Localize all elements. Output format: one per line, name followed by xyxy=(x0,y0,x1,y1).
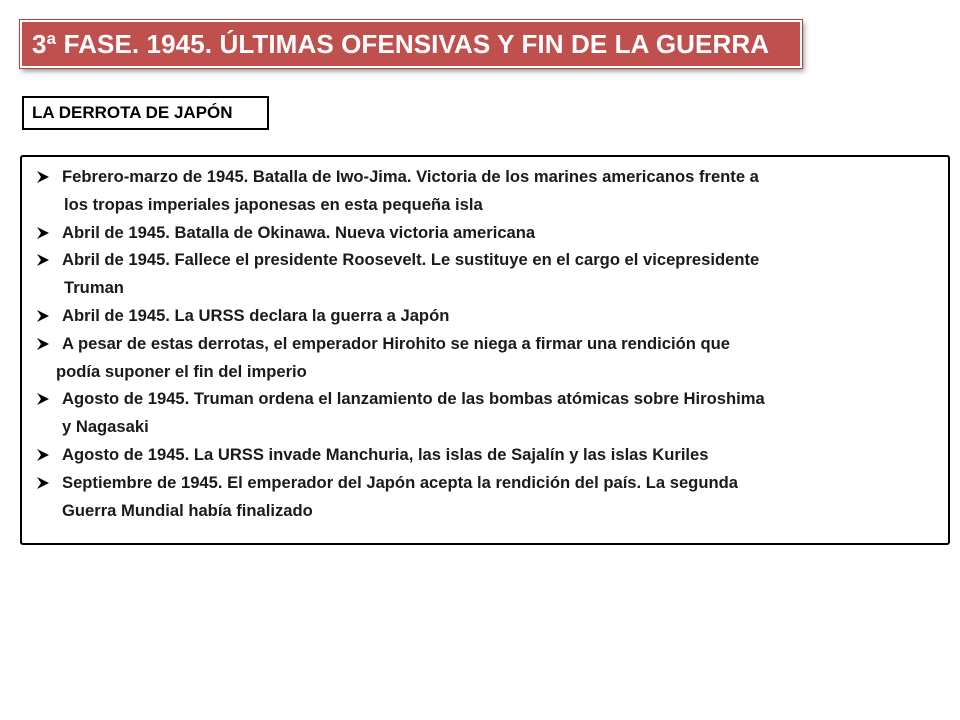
slide-title: 3ª FASE. 1945. ÚLTIMAS OFENSIVAS Y FIN DE LA GUERRA xyxy=(32,28,770,59)
bullet-text-continued: los tropas imperiales japonesas en esta pequeña isla xyxy=(64,194,483,214)
bullet-item xyxy=(36,469,942,525)
arrow-bullet-icon xyxy=(36,337,50,351)
bullet-text: Agosto de 1945. Truman ordena el lanzamiento de las bombas atómicas sobre Hiroshima xyxy=(62,389,765,409)
bullet-text: Abril de 1945. Fallece el presidente Roosevelt. Le sustituye en el cargo el vicepresidente xyxy=(62,250,760,270)
bullet-text: Agosto de 1945. La URSS invade Manchuria, las islas de Sajalín y las islas Kuriles xyxy=(62,444,709,464)
bullet-text: Abril de 1945. La URSS declara la guerra a Japón xyxy=(62,305,450,325)
arrow-bullet-icon xyxy=(36,226,50,240)
bullet-item xyxy=(36,163,942,219)
bullet-text: Febrero-marzo de 1945. Batalla de Iwo-Jima. Victoria de los marines americanos frente a xyxy=(62,167,759,186)
bullet-item xyxy=(36,219,942,247)
arrow-bullet-icon xyxy=(36,392,50,406)
bullet-text: Abril de 1945. Batalla de Okinawa. Nueva victoria americana xyxy=(62,222,536,242)
arrow-bullet-icon xyxy=(36,253,50,267)
arrow-bullet-icon xyxy=(36,476,50,490)
arrow-bullet-icon xyxy=(36,170,50,184)
content-box xyxy=(20,155,950,545)
title-banner xyxy=(20,20,802,68)
subtitle-box xyxy=(22,96,269,130)
slide-subtitle: LA DERROTA DE JAPÓN xyxy=(32,103,233,122)
bullet-text-continued: Truman xyxy=(64,278,124,298)
bullet-item xyxy=(36,302,942,330)
bullet-item xyxy=(36,330,942,386)
bullet-text: A pesar de estas derrotas, el emperador Hirohito se niega a firmar una rendición que xyxy=(62,333,730,353)
bullet-text-continued: y Nagasaki xyxy=(62,417,149,437)
bullet-list xyxy=(36,163,942,524)
bullet-item xyxy=(36,246,942,302)
bullet-item xyxy=(36,441,942,469)
bullet-text-continued: Guerra Mundial había finalizado xyxy=(62,500,313,520)
arrow-bullet-icon xyxy=(36,309,50,323)
arrow-bullet-icon xyxy=(36,448,50,462)
bullet-item xyxy=(36,385,942,441)
bullet-text-continued: podía suponer el fin del imperio xyxy=(56,361,307,381)
bullet-text: Septiembre de 1945. El emperador del Japón acepta la rendición del país. La segunda xyxy=(62,472,738,492)
